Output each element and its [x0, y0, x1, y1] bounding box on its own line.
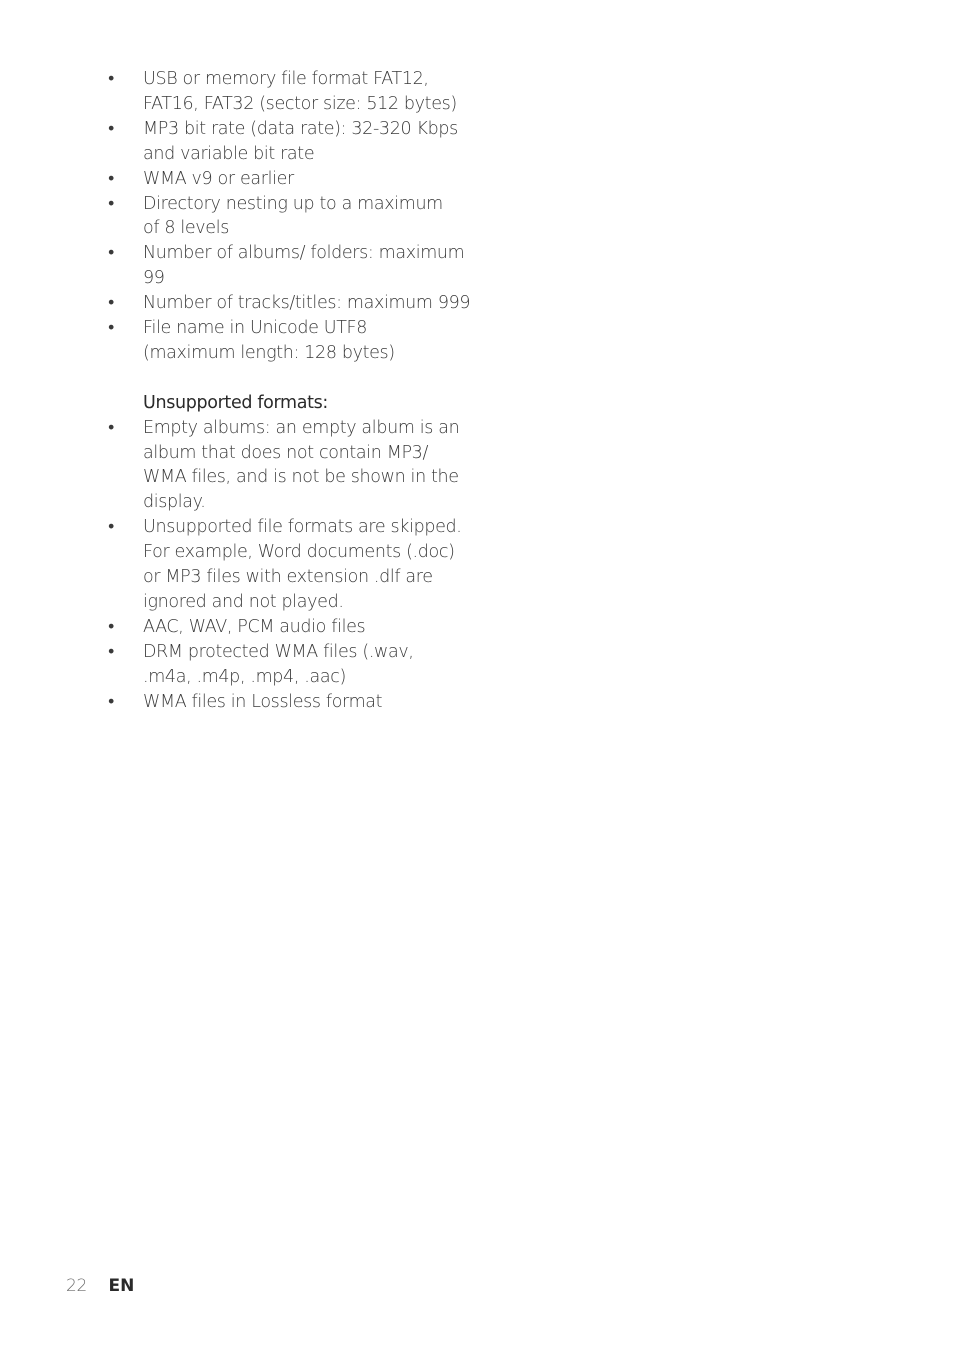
list-item-line: FAT16, FAT32 (sector size: 512 bytes): [143, 93, 457, 114]
list-item-line: .m4a, .m4p, .mp4, .aac): [143, 666, 346, 687]
list-item: [105, 615, 465, 640]
unsupported-formats-list: [105, 416, 465, 715]
list-item-line: WMA v9 or earlier: [143, 168, 294, 189]
bullet-icon: •: [108, 243, 114, 264]
list-item-line: For example, Word documents (.doc): [143, 542, 455, 563]
page-footer: [66, 1275, 134, 1297]
bullet-icon: •: [108, 193, 114, 214]
page-number: 22: [66, 1276, 88, 1296]
list-item: [105, 67, 465, 117]
list-item: [105, 241, 465, 291]
list-item-line: MP3 bit rate (data rate): 32-320 Kbps: [143, 118, 458, 139]
bullet-icon: •: [108, 691, 114, 712]
list-item-line: WMA files in Lossless format: [143, 691, 383, 712]
list-item-line: album that does not contain MP3/: [143, 442, 428, 463]
unsupported-formats-heading: Unsupported formats:: [143, 392, 328, 413]
list-item: [105, 690, 465, 715]
bullet-icon: •: [108, 293, 114, 314]
list-item-line: File name in Unicode UTF8: [143, 318, 368, 339]
bullet-icon: •: [108, 69, 114, 89]
page-content: [105, 67, 471, 715]
list-item-line: Unsupported file formats are skipped.: [143, 517, 462, 538]
list-item: [105, 117, 465, 167]
list-item-line: 99: [143, 268, 165, 289]
bullet-icon: •: [108, 417, 114, 438]
list-item-line: or MP3 files with extension .dlf are: [143, 567, 433, 588]
list-item-line: ignored and not played.: [143, 592, 344, 613]
bullet-icon: •: [108, 318, 114, 339]
bullet-icon: •: [108, 168, 114, 189]
bullet-icon: •: [108, 118, 114, 139]
list-item: [105, 192, 465, 242]
supported-formats-list: [105, 67, 471, 366]
bullet-icon: •: [108, 517, 114, 538]
list-item-line: DRM protected WMA files (.wav,: [143, 641, 414, 662]
list-item: [105, 640, 465, 690]
list-item-line: Number of tracks/titles: maximum 999: [143, 293, 471, 314]
list-item: [105, 515, 465, 615]
list-item: [105, 291, 471, 316]
list-item-line: AAC, WAV, PCM audio files: [143, 616, 366, 637]
list-item-line: Directory nesting up to a maximum: [143, 193, 443, 214]
language-code: EN: [108, 1276, 135, 1296]
list-item-line: WMA files, and is not be shown in the: [143, 467, 459, 488]
list-item: [105, 167, 465, 192]
bullet-icon: •: [108, 616, 114, 637]
list-item-line: display.: [143, 492, 206, 513]
list-item: [105, 416, 465, 516]
list-item-line: Number of albums/ folders: maximum: [143, 243, 465, 264]
list-item-line: USB or memory file format FAT12,: [143, 69, 429, 89]
list-item-line: and variable bit rate: [143, 143, 315, 164]
list-item: [105, 316, 465, 366]
bullet-icon: •: [108, 641, 114, 662]
list-item-line: (maximum length: 128 bytes): [143, 342, 395, 363]
list-item-line: Empty albums: an empty album is an: [143, 417, 460, 438]
list-item-line: of 8 levels: [143, 218, 230, 239]
